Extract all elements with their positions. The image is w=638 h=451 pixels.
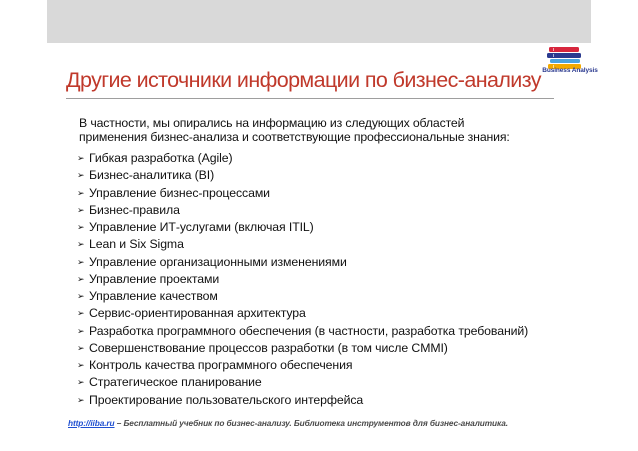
list-item [77, 271, 528, 288]
list-item [77, 150, 528, 167]
list-item [77, 357, 528, 374]
top-header-bar [47, 0, 591, 43]
arrow-bullet-icon: ➢ [77, 342, 85, 353]
footer [68, 418, 508, 428]
footer-link[interactable]: http://iiba.ru [68, 418, 115, 428]
logo-text: Business Analysis [542, 67, 598, 74]
list-item [77, 185, 528, 202]
list-item [77, 236, 528, 253]
intro-paragraph [79, 116, 579, 144]
list-item-text: Бизнес-правила [89, 202, 180, 217]
list-item-text: Разработка программного обеспечения (в частности, разработка требований) [89, 323, 529, 338]
knowledge-areas-list [77, 150, 528, 409]
arrow-bullet-icon: ➢ [77, 204, 85, 215]
intro-line: В частности, мы опирались на информацию из следующих областей [79, 116, 465, 130]
list-item-text: Управление организационными изменениями [89, 254, 347, 269]
list-item [77, 305, 528, 322]
list-item-text: Сервис-ориентированная архитектура [89, 306, 306, 321]
list-item-text: Гибкая разработка (Agile) [89, 151, 233, 165]
arrow-bullet-icon: ➢ [77, 308, 85, 319]
business-analysis-logo [531, 46, 609, 78]
list-item-text: Управление качеством [89, 289, 218, 303]
list-item-text: Контроль качества программного обеспечения [89, 358, 353, 372]
arrow-bullet-icon: ➢ [77, 187, 85, 198]
list-item-text: Управление бизнес-процессами [89, 185, 270, 200]
footer-text: – Бесплатный учебник по бизнес-анализу. Библиотека инструментов для бизнес-аналитика. [114, 418, 508, 428]
list-item [77, 392, 528, 409]
page-title: Другие источники информации по бизнес-анализу [66, 68, 541, 92]
arrow-bullet-icon: ➢ [77, 170, 85, 181]
arrow-bullet-icon: ➢ [77, 273, 85, 284]
arrow-bullet-icon: ➢ [77, 394, 85, 405]
list-item-text: Стратегическое планирование [89, 375, 262, 390]
title-divider [66, 98, 554, 99]
arrow-bullet-icon: ➢ [77, 360, 85, 370]
list-item [77, 167, 528, 184]
arrow-bullet-icon: ➢ [77, 222, 85, 232]
arrow-bullet-icon: ➢ [77, 291, 85, 301]
list-item-text: Совершенствование процессов разработки (в том числе CMMI) [89, 340, 448, 355]
list-item [77, 288, 528, 305]
list-item-text: Управление ИТ-услугами (включая ITIL) [89, 220, 314, 234]
list-item-text: Управление проектами [89, 271, 220, 286]
arrow-bullet-icon: ➢ [77, 377, 85, 388]
list-item-text: Проектирование пользовательского интерфейса [89, 392, 364, 407]
list-item [77, 340, 528, 357]
list-item [77, 374, 528, 391]
arrow-bullet-icon: ➢ [77, 256, 85, 267]
intro-line: применения бизнес-анализа и соответствующие профессиональные знания: [79, 130, 510, 144]
arrow-bullet-icon: ➢ [77, 239, 85, 250]
list-item [77, 219, 528, 236]
arrow-bullet-icon: ➢ [77, 153, 85, 163]
list-item [77, 202, 528, 219]
arrow-bullet-icon: ➢ [77, 325, 85, 336]
list-item [77, 323, 528, 340]
list-item-text: Lean и Six Sigma [89, 237, 184, 252]
list-item-text: Бизнес-аналитика (BI) [89, 168, 215, 183]
list-item [77, 254, 528, 271]
